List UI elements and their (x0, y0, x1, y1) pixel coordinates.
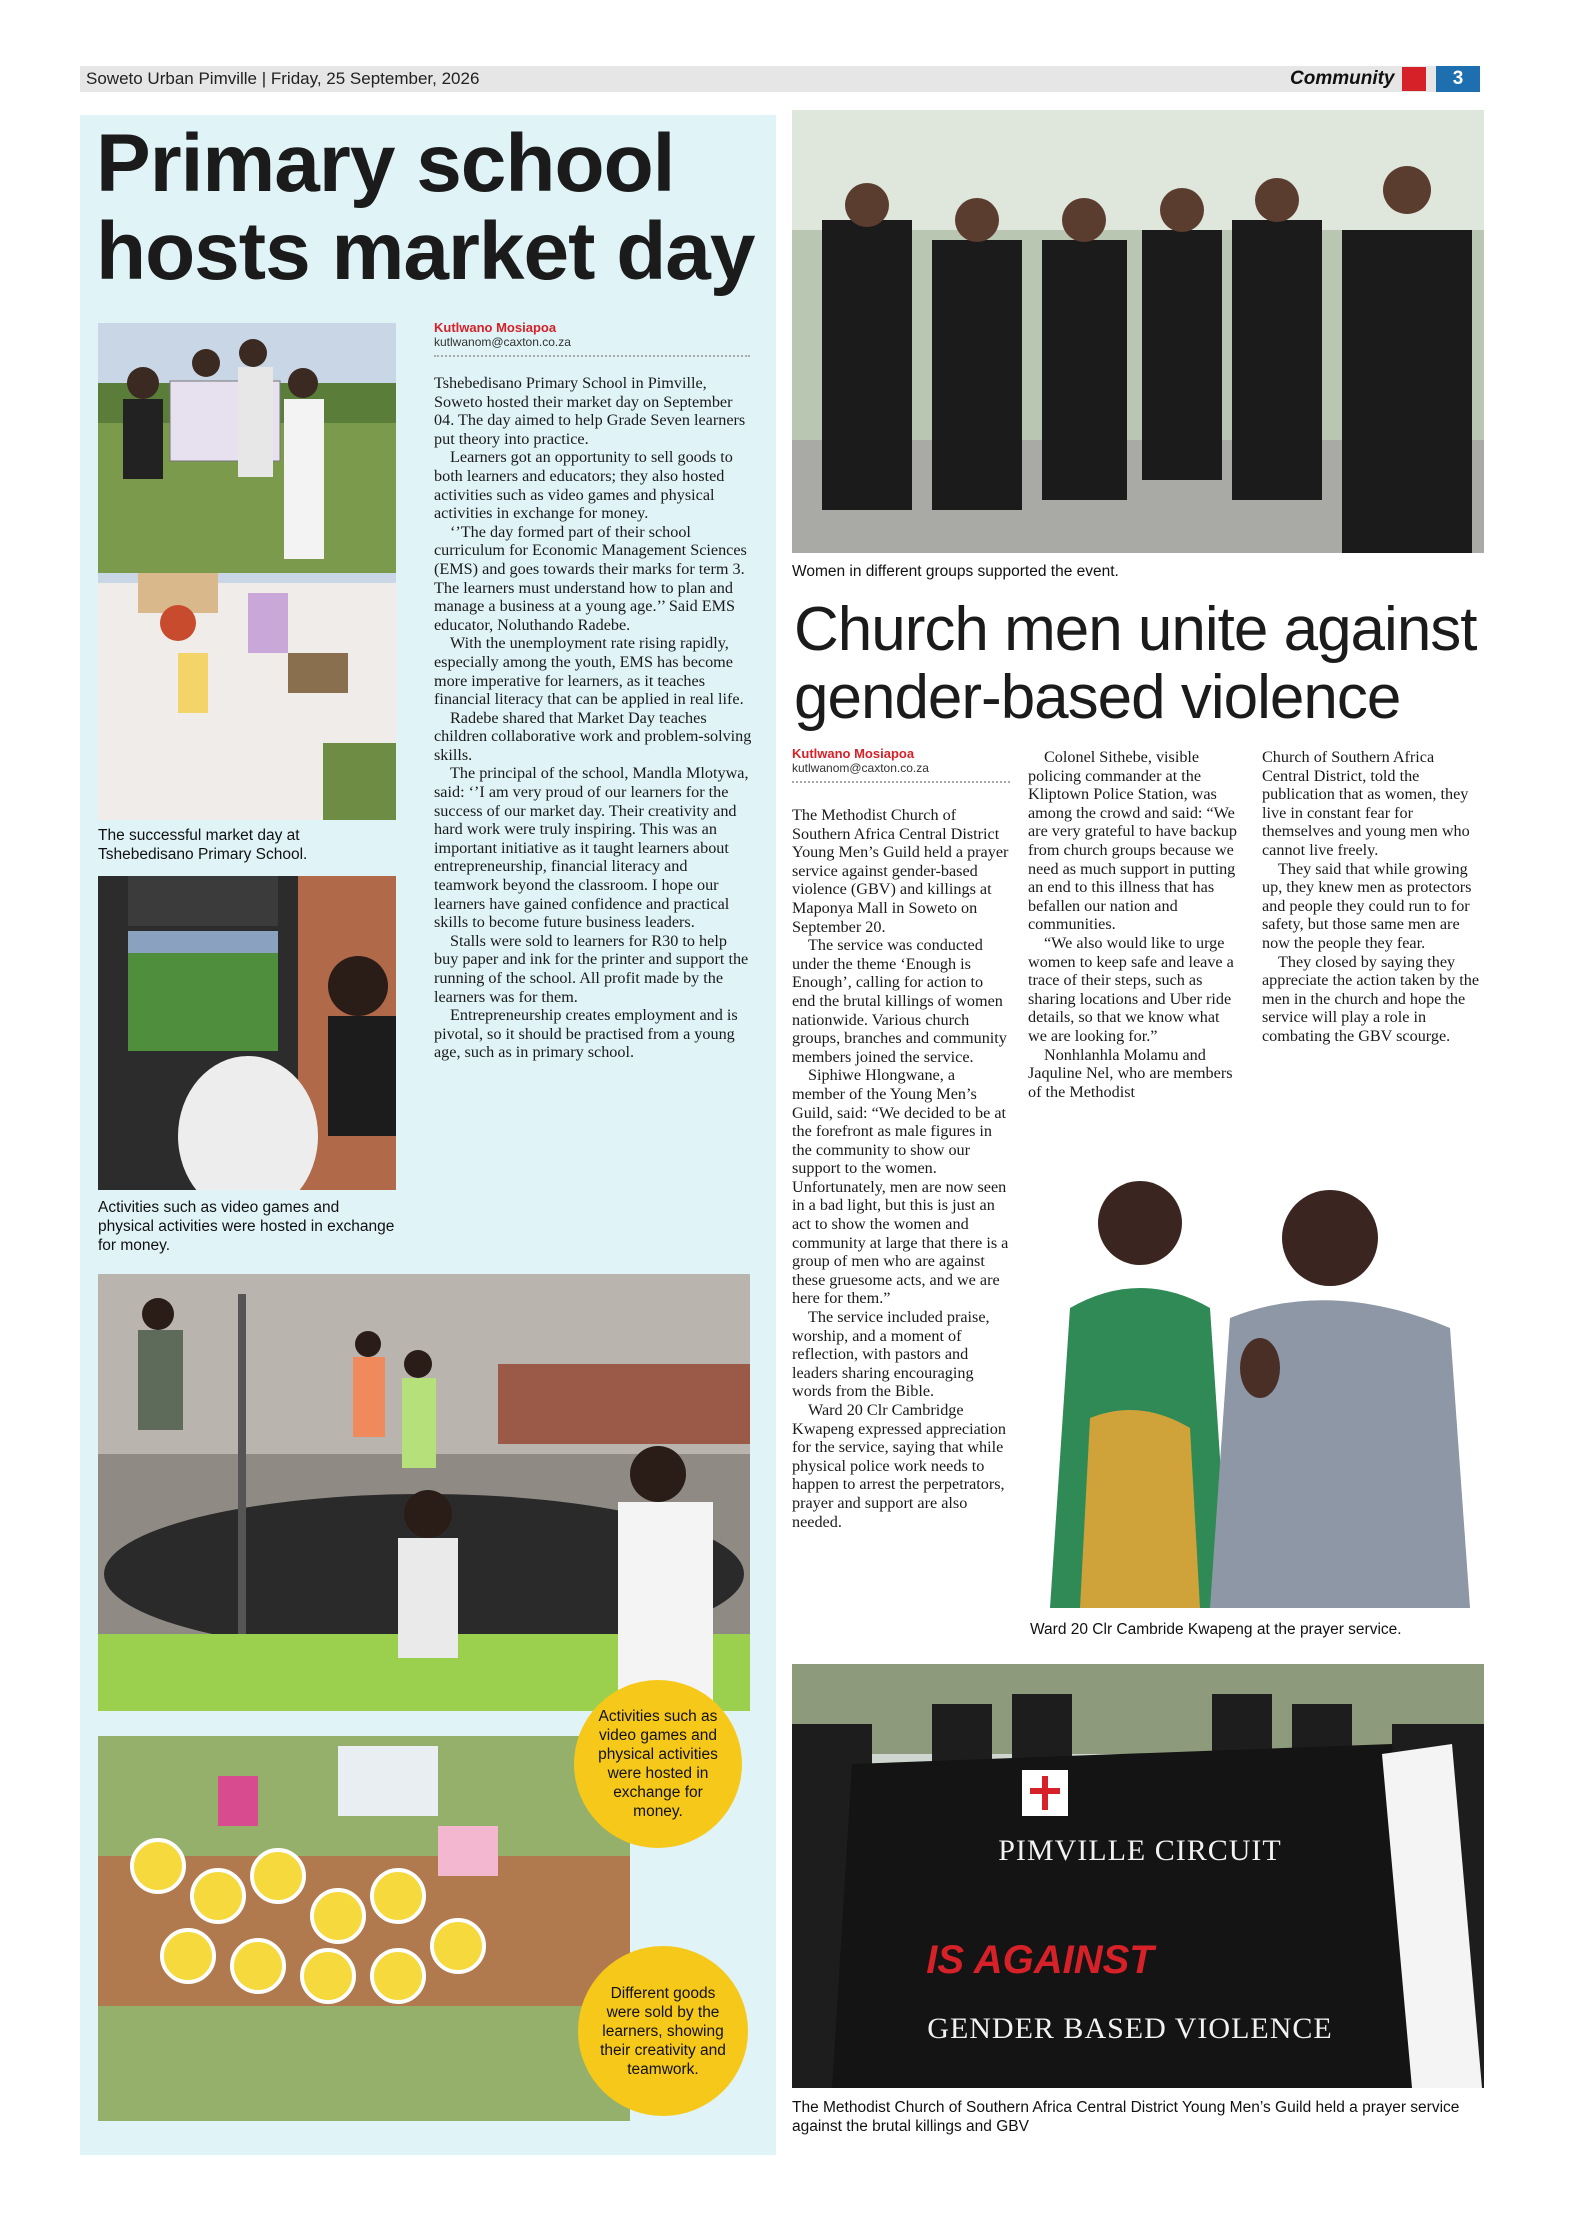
story1-byline (434, 320, 750, 357)
story2-paragraph: The service was conducted under the theme ‘Enough is Enough’, calling for action to end the brutal killings of women nationwide. Various church groups, branches and community members joined the service. (792, 936, 1007, 1066)
story2-byline-name: Kutlwano Mosiapoa (792, 746, 915, 761)
story1-paragraph: With the unemployment rate rising rapidly, especially among the youth, EMS has become more imperative for learners, as it teaches financial literacy that can be applied in real life. (434, 634, 744, 709)
story1-paragraph: Learners got an opportunity to sell goods to both learners and educators; they also hosted activities such as video games and physical activities in exchange for money. (434, 448, 733, 523)
market-day-photo (98, 323, 396, 820)
story1-headline: Primary school hosts market day (96, 118, 755, 297)
banner-line-1: PIMVILLE CIRCUIT (998, 1834, 1282, 1867)
story2-paragraph: Colonel Sithebe, visible policing commander at the Kliptown Police Station, was among the crowd and said: “We are very grateful to have backup from church groups because we need as much support in putting an end to this illness that has befallen our nation and communities. (1028, 748, 1237, 934)
page-header-bar (80, 66, 1480, 92)
middle-photo-caption: Ward 20 Clr Cambride Kwapeng at the prayer service. (1030, 1621, 1402, 1638)
story2-paragraph: Nonhlanhla Molamu and Jaquline Nel, who are members of the Methodist (1028, 1045, 1233, 1101)
byline-rule (792, 781, 1010, 783)
banner-line-2: IS AGAINST (926, 1938, 1154, 1982)
story2-byline-email: kutlwanom@caxton.co.za (792, 761, 929, 775)
drinks-photo (98, 1736, 630, 2121)
story1-paragraph: The principal of the school, Mandla Mlotywa, said: ‘’I am very proud of our learners for the success of our market day. Their creativity and hard work were truly inspiring. This was an important initiative as it taught learners about entrepreneurship, financial literacy and teamwork beyond the classroom. I hope our learners have gained confidence and practical skills to become future business leaders. (434, 764, 749, 932)
story2-paragraph: The Methodist Church of Southern Africa Central District Young Men’s Guild held a prayer service against gender-based violence (GBV) and killings at Maponya Mall in Soweto on September 20. (792, 806, 1009, 936)
story2-paragraph: Church of Southern Africa Central District, told the publication that as women, they live in constant fear for themselves and young men who cannot live freely. (1262, 748, 1470, 859)
story1-paragraph: ‘’The day formed part of their school curriculum for Economic Management Sciences (EMS) and goes towards their marks for term 3. The learners must understand how to plan and manage a business at a young age.’’ Said EMS educator, Noluthando Radebe. (434, 522, 747, 634)
story1-byline-name: Kutlwano Mosiapoa (434, 320, 557, 335)
story2-headline: Church men unite against gender-based violence (794, 595, 1477, 732)
story1-paragraph: Stalls were sold to learners for R30 to help buy paper and ink for the printer and support the running of the school. All profit made by the learners was for them. (434, 931, 749, 1006)
page-number: 3 (1436, 66, 1480, 92)
callout-bubble-activities: Activities such as video games and physical activities were hosted in exchange for money. (574, 1680, 742, 1848)
councillor-prayer-photo (1030, 1168, 1484, 1608)
bottom-photo-caption: The Methodist Church of Southern Africa Central District Young Men’s Guild held a prayer service against the brutal killings and GBV (792, 2099, 1460, 2135)
story2-paragraph: Ward 20 Clr Cambridge Kwapeng expressed appreciation for the service, saying that while physical police work needs to happen to arrest the perpetrators, prayer and support are also needed. (792, 1401, 1006, 1531)
story2-column-3 (1262, 748, 1484, 1046)
section-label: Community (1290, 68, 1395, 89)
story2-paragraph: “We also would like to urge women to keep safe and leave a trace of their steps, such as sharing locations and Uber ride details, so that we know what we are looking for.” (1028, 933, 1234, 1045)
story2-column-1 (792, 806, 1010, 1531)
publication-date: Soweto Urban Pimville | Friday, 25 September, 2026 (86, 69, 480, 88)
women-supporters-photo (792, 110, 1484, 553)
top-photo-caption: Women in different groups supported the event. (792, 563, 1119, 580)
byline-rule (434, 355, 750, 357)
story2-byline (792, 746, 1010, 783)
callout-bubble-goods: Different goods were sold by the learners, showing their creativity and teamwork. (578, 1946, 748, 2116)
photo2-caption: Activities such as video games and physical activities were hosted in exchange for money. (98, 1199, 395, 1254)
story2-paragraph: The service included praise, worship, and a moment of reflection, with pastors and leaders sharing encouraging words from the Bible. (792, 1308, 990, 1401)
story2-paragraph: They said that while growing up, they knew men as protectors and people they could run to for safety, but those same men are now the people they fear. (1262, 859, 1472, 952)
story2-column-2 (1028, 748, 1240, 1101)
banner-line-3: GENDER BASED VIOLENCE (927, 2012, 1333, 2045)
section-marker (1402, 67, 1426, 91)
photo1-caption: The successful market day at Tshebedisano Primary School. (98, 827, 308, 863)
story1-paragraph: Radebe shared that Market Day teaches children collaborative work and problem-solving skills. (434, 708, 752, 764)
story1-paragraph: Tshebedisano Primary School in Pimville, Soweto hosted their market day on September 04. The day aimed to help Grade Seven learners put theory into practice. (434, 374, 746, 448)
trampoline-photo (98, 1274, 750, 1711)
story2-paragraph: They closed by saying they appreciate the action taken by the men in the church and hope the service will play a role in combating the GBV scourge. (1262, 952, 1480, 1045)
story1-body (434, 374, 752, 1062)
story1-byline-email: kutlwanom@caxton.co.za (434, 335, 571, 349)
video-game-photo (98, 876, 396, 1190)
story1-paragraph: Entrepreneurship creates employment and is pivotal, so it should be practised from a young age, such as in primary school. (434, 1006, 738, 1062)
story2-paragraph: Siphiwe Hlongwane, a member of the Young Men’s Guild, said: “We decided to be at the forefront as male figures in the community to show our support to the women. Unfortunately, men are now seen in a bad light, but this is just an act to show the women and community at large that there is a group of men who are against these gruesome acts, and we are here for them.” (792, 1066, 1009, 1308)
